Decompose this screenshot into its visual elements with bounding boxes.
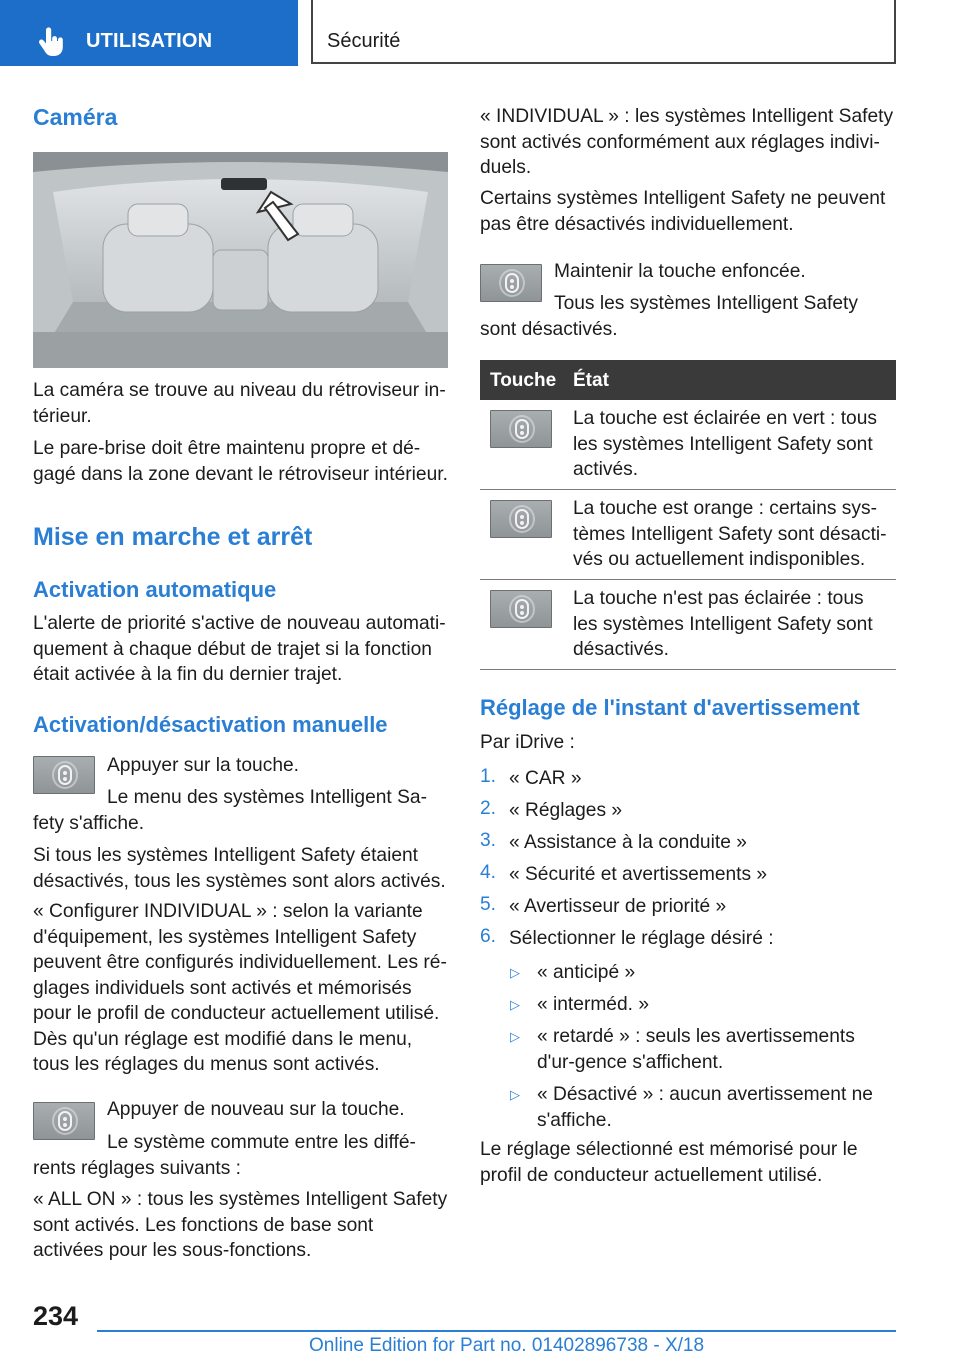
step-number: 4.: [480, 862, 497, 883]
table-cell-state: La touche n'est pas éclairée : tous les systèmes Intelligent Safety sont désactivés.: [573, 588, 873, 660]
chapter-title: UTILISATION: [86, 30, 213, 52]
step-text: « Réglages »: [509, 800, 623, 821]
table-row: [480, 400, 896, 490]
option-item: « anticipé »: [537, 962, 636, 983]
table-header: [480, 360, 896, 400]
table-cell-state: La touche est éclairée en vert : tous les systèmes Intelligent Safety sont activés.: [573, 408, 877, 480]
safety-button-icon: [490, 410, 552, 448]
triangle-bullet-icon: ▷: [510, 965, 520, 980]
warning-time-heading: Réglage de l'instant d'avertissement: [480, 695, 860, 720]
step-number: 3.: [480, 830, 497, 851]
safety-button-icon: [490, 590, 552, 628]
final-paragraph: Le réglage sélectionné est mémorisé pour le profil de conducteur actuellement utilisé.: [480, 1139, 858, 1186]
step-text: « Assistance à la conduite »: [509, 832, 747, 853]
edition-text: Online Edition for Part no. 01402896738 - X/18: [309, 1335, 705, 1356]
hold-instruction: Maintenir la touche enfoncée.: [554, 261, 806, 282]
chapter-tab[interactable]: [0, 0, 298, 66]
press-result-1: Le menu des systèmes Intelligent Sa-fety s'affiche.: [33, 787, 427, 834]
idrive-intro: Par iDrive :: [480, 732, 575, 753]
page-header: [0, 0, 960, 66]
step-number: 1.: [480, 766, 497, 787]
auto-heading: Activation automatique: [33, 577, 277, 602]
step-text: « Avertisseur de priorité »: [509, 896, 727, 917]
car-interior-illustration: [33, 152, 448, 368]
camera-paragraph-1: La caméra se trouve au niveau du rétroviseur in-térieur.: [33, 380, 446, 427]
step-number: 2.: [480, 798, 497, 819]
hand-pointer-icon: [36, 26, 68, 58]
auto-paragraph: L'alerte de priorité s'active de nouveau automati-quement à chaque début de trajet si la fonction était activée à la fin du dernier trajet.: [33, 613, 446, 685]
onoff-heading: Mise en marche et arrêt: [33, 523, 313, 551]
manual-paragraph-2: « Configurer INDIVIDUAL » : selon la variante d'équipement, les systèmes Intelligent Safety peuvent être configurés individuellement. Les ré-glages individuels sont activés et mémorisés pour le profil de conducteur actuellement utilisé. Dès qu'un réglage est modifié dans le menu, tous les réglages du menus sont activés.: [33, 901, 447, 1075]
press-instruction-1: Appuyer sur la touche.: [107, 755, 299, 776]
steps-list: [480, 766, 896, 956]
section-title: Sécurité: [327, 30, 401, 52]
press-instruction-2: Appuyer de nouveau sur la touche.: [107, 1099, 405, 1120]
triangle-bullet-icon: ▷: [510, 997, 520, 1012]
manual-paragraph-1: Si tous les systèmes Intelligent Safety étaient désactivés, tous les systèmes sont alors activés.: [33, 845, 446, 892]
allon-paragraph: « ALL ON » : tous les systèmes Intelligent Safety sont activés. Les fonctions de base sont activées pour les sous-fonctions.: [33, 1189, 448, 1261]
step-text: Sélectionner le réglage désiré :: [509, 928, 774, 949]
table-row: [480, 580, 896, 670]
step-number: 5.: [480, 894, 497, 915]
camera-paragraph-2: Le pare-brise doit être maintenu propre et dé-gagé dans la zone devant le rétroviseur intérieur.: [33, 438, 448, 485]
section-tab: [311, 0, 896, 64]
footer-rule: [97, 1330, 896, 1332]
manual-heading: Activation/désactivation manuelle: [33, 712, 388, 737]
press-result-2: Le système commute entre les diffé-rents réglages suivants :: [33, 1132, 416, 1179]
table-cell-state: La touche est orange : certains sys-tèmes Intelligent Safety sont désacti-vés ou actuellement indisponibles.: [573, 498, 887, 570]
certain-paragraph: Certains systèmes Intelligent Safety ne peuvent pas être désactivés individuellement.: [480, 188, 886, 235]
page-number: 234: [33, 1301, 79, 1331]
step-text: « Sécurité et avertissements »: [509, 864, 768, 885]
triangle-bullet-icon: ▷: [510, 1087, 520, 1102]
camera-photo: [33, 152, 448, 368]
option-item: « interméd. »: [537, 994, 649, 1015]
table-header-etat: État: [573, 370, 609, 391]
option-bullets: [480, 960, 896, 1135]
hold-result: Tous les systèmes Intelligent Safety sont désactivés.: [480, 293, 858, 340]
safety-button-icon: [490, 500, 552, 538]
table-header-touche: Touche: [490, 370, 557, 391]
step-text: « CAR »: [509, 768, 582, 789]
triangle-bullet-icon: ▷: [510, 1029, 520, 1044]
camera-heading: Caméra: [33, 104, 118, 130]
option-item: « retardé » : seuls les avertissements d'ur-gence s'affichent.: [537, 1026, 855, 1073]
step-number: 6.: [480, 926, 497, 947]
button-state-table: [480, 360, 896, 670]
option-item: « Désactivé » : aucun avertissement ne s'affiche.: [537, 1084, 873, 1131]
table-row: [480, 490, 896, 580]
individual-paragraph: « INDIVIDUAL » : les systèmes Intelligent Safety sont activés conformément aux réglages indivi-duels.: [480, 106, 894, 178]
